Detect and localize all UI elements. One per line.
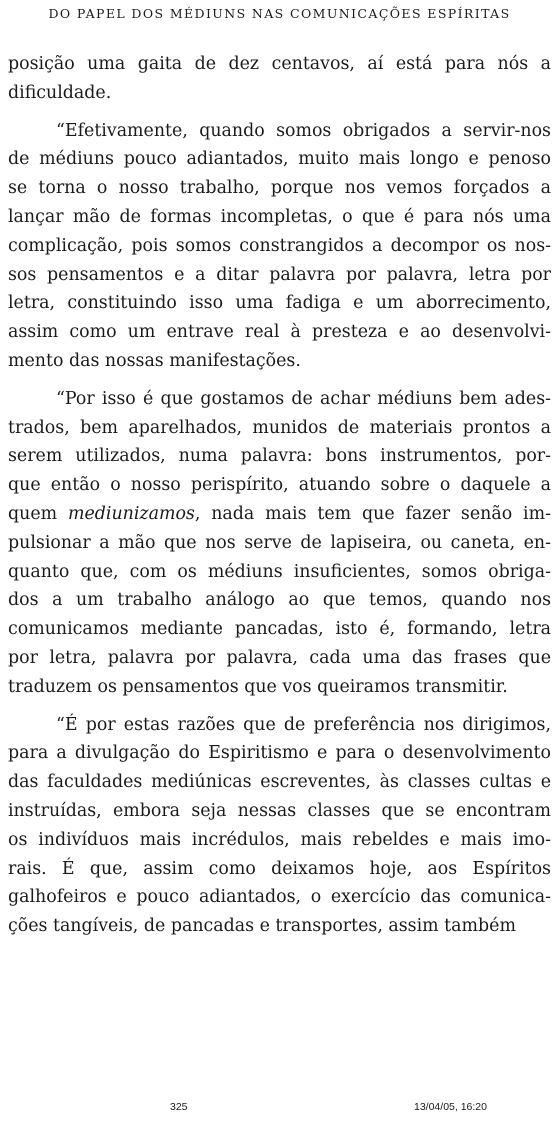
text-line: sos pensamentos e a ditar palavra por palavra, letra por [8,264,551,285]
text-line: “É por estas razões que de preferência nos dirigimos, [56,714,551,735]
text-line: complicação, pois somos constrangidos a decompor os nos- [8,235,551,256]
text-line: trados, bem aparelhados, munidos de materiais prontos a [8,417,551,438]
text-line: dificuldade. [8,82,112,103]
paragraph [8,385,551,702]
body-text [8,50,551,950]
text-line: quem mediunizamos, nada mais tem que fazer senão im- [8,503,551,524]
text-line: “Efetivamente, quando somos obrigados a servir-nos [56,120,551,141]
text-line: se torna o nosso trabalho, porque nos vemos forçados a [8,178,551,199]
paragraph [8,711,551,941]
text-line: serem utilizados, numa palavra: bons instrumentos, por- [8,446,551,467]
text-line: pulsionar a mão que nos serve de lapiseira, ou caneta, en- [8,532,551,553]
text-line: mento das nossas manifestações. [8,350,301,371]
text-line: dos a um trabalho análogo ao que temos, quando nos [8,590,551,611]
text-line: comunicamos mediante pancadas, isto é, formando, letra [8,619,551,640]
text-line: letra, constituindo isso uma fadiga e um aborrecimento, [8,293,551,314]
text-line: por letra, palavra por palavra, cada uma das frases que [8,647,551,668]
text-line: traduzem os pensamentos que vos queiramos transmitir. [8,676,508,697]
paragraph [8,117,551,376]
text-line: lançar mão de formas incompletas, o que é para nós uma [8,206,551,227]
text-line: “Por isso é que gostamos de achar médiuns bem ades- [56,388,551,409]
print-timestamp: 13/04/05, 16:20 [414,1101,487,1113]
text-line: ções tangíveis, de pancadas e transportes, assim também [8,916,516,937]
text-line: posição uma gaita de dez centavos, aí está para nós a [8,54,551,74]
text-line: quanto que, com os médiuns insuficientes, somos obriga- [8,561,551,582]
paragraph [8,50,551,108]
text-line: galhofeiros e pouco adiantados, o exercício das comunica- [8,887,551,908]
text-line: os indivíduos mais incrédulos, mais rebeldes e mais imo- [8,829,551,850]
italic-term: mediunizamos [67,503,195,524]
text-line: que então o nosso perispírito, atuando sobre o daquele a [8,475,551,496]
running-head: DO PAPEL DOS MÉDIUNS NAS COMUNICAÇÕES ESPÍRITAS [48,6,511,21]
text-line: rais. É que, assim como deixamos hoje, aos Espíritos [8,858,551,879]
text-line: das faculdades mediúnicas escreventes, às classes cultas e [8,772,551,793]
text-line: instruídas, embora seja nessas classes que se encontram [8,800,551,821]
page-number: 325 [170,1101,188,1113]
text-line: de médiuns pouco adiantados, muito mais longo e penoso [8,149,551,170]
text-line: assim como um entrave real à presteza e ao desenvolvi- [8,322,551,343]
text-line: para a divulgação do Espiritismo e para o desenvolvimento [8,743,551,764]
